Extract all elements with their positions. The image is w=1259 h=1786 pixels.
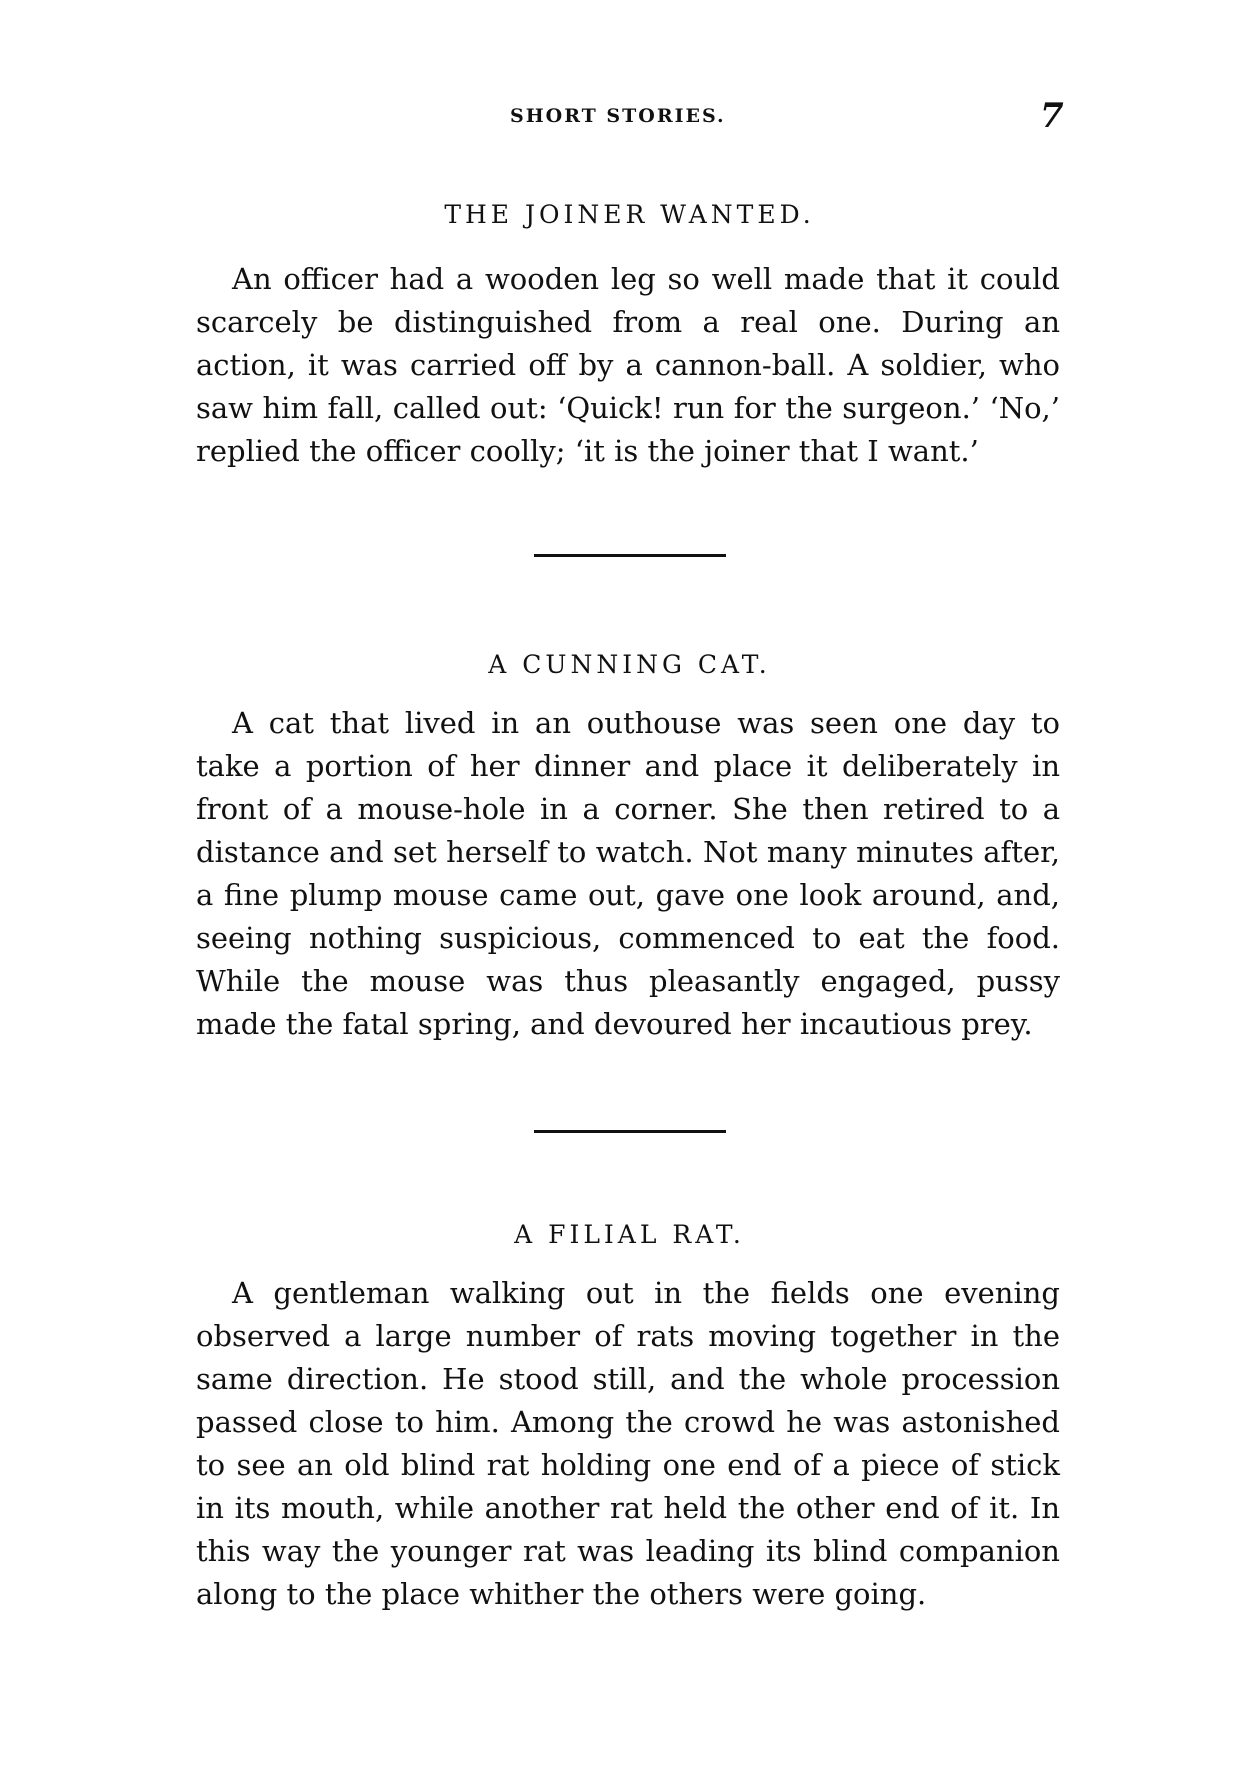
running-head: SHORT STORIES. (510, 105, 726, 127)
story-title-cunning-cat: A CUNNING CAT. (488, 650, 771, 679)
story-body-filial-rat: A gentleman walking out in the fields one evening observed a large number of rats moving together in the same direction. He stood still, and the whole procession passed close to him. Among the crowd he was astonished to see an old blind rat holding one end of a piece of stick in its mouth, while another rat held the other end of it. In this way the younger rat was leading its blind companion along to the place whither the others were going. (196, 1276, 1060, 1611)
page-number: 7 (1040, 96, 1064, 136)
story-title-filial-rat: A FILIAL RAT. (514, 1220, 745, 1249)
story-body-cunning-cat: A cat that lived in an outhouse was seen one day to take a portion of her dinner and place it deliberately in front of a mouse-hole in a corner. She then retired to a distance and set herself to watch. Not many minutes after, a fine plump mouse came out, gave one look around, and, seeing nothing suspicious, commenced to eat the food. While the mouse was thus pleasantly engaged, pussy made the fatal spring, and devoured her incautious prey. (196, 706, 1060, 1041)
section-divider (534, 1130, 726, 1133)
section-divider (534, 554, 726, 557)
story-body-joiner: An officer had a wooden leg so well made that it could scarcely be distinguished from a real one. During an action, it was carried off by a cannon-ball. A soldier, who saw him fall, called out: ‘Quick! run for the surgeon.’ ‘No,’ replied the officer coolly; ‘it is the joiner that I want.’ (196, 262, 1060, 468)
story-title-joiner: THE JOINER WANTED. (444, 200, 815, 229)
